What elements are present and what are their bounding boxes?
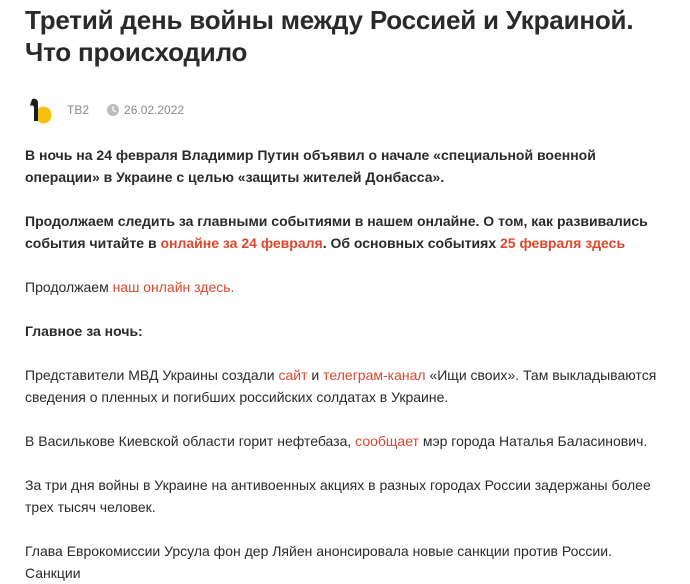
link-online-feb-24[interactable]: онлайне за 24 февраля xyxy=(160,235,323,251)
paragraph-sanctions: Глава Еврокомиссии Урсула фон дер Ляйен анонсировала новые санкции против России. Санкции xyxy=(25,543,612,581)
text-segment: Продолжаем следить за главными событиями в нашем онлайне. О том, как развивались события читайте в xyxy=(25,213,648,251)
text-segment: Продолжаем xyxy=(25,279,113,295)
link-site[interactable]: сайт xyxy=(278,367,308,383)
article-title: Третий день войны между Россией и Украиной. Что происходило xyxy=(25,5,634,67)
clock-icon xyxy=(107,104,119,116)
text-segment: . Об основных событиях xyxy=(322,235,500,251)
paragraph-continue xyxy=(25,276,665,298)
text-segment: Представители МВД Украины создали xyxy=(25,367,279,383)
article-meta xyxy=(25,94,184,126)
text-segment: мэр города Наталья Баласинович. xyxy=(418,433,648,449)
paragraph-mvd xyxy=(25,364,665,408)
link-reports[interactable]: сообщает xyxy=(355,433,419,449)
tv2-logo-icon[interactable] xyxy=(25,95,55,125)
text-segment: и xyxy=(307,367,324,383)
link-our-online[interactable]: наш онлайн здесь. xyxy=(112,279,235,295)
paragraph-follow xyxy=(25,210,665,254)
link-feb-25[interactable]: 25 февраля здесь xyxy=(500,235,626,251)
paragraph-detentions: За три дня войны в Украине на антивоенных акциях в разных городах России задержаны более трех тысяч человек. xyxy=(25,477,651,515)
text-segment: В Василькове Киевской области горит нефтебаза, xyxy=(25,433,356,449)
section-heading: Главное за ночь: xyxy=(25,323,143,339)
publish-date: 26.02.2022 xyxy=(124,103,185,117)
paragraph-vasylkiv xyxy=(25,430,665,452)
article-body xyxy=(25,144,665,584)
text-segment: «Ищи своих». Там выкладываются сведения о пленных и погибших российских солдатах в Украине. xyxy=(25,367,657,405)
author-name[interactable]: ТВ2 xyxy=(67,103,90,117)
link-telegram-channel[interactable]: телеграм-канал xyxy=(323,367,426,383)
paragraph-intro: В ночь на 24 февраля Владимир Путин объявил о начале «специальной военной операции» в Украине с целью «защиты жителей Донбасса». xyxy=(25,147,596,185)
